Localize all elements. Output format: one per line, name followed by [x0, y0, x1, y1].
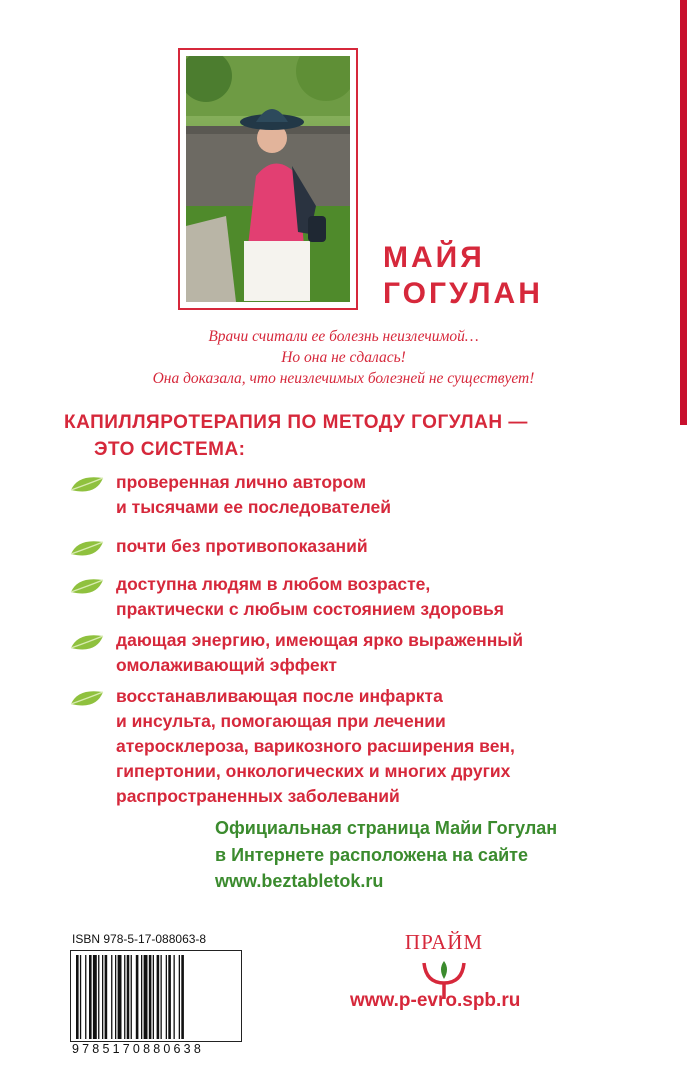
barcode-bar — [168, 955, 171, 1039]
bullet-text: проверенная лично автором и тысячами ее последователей — [116, 472, 391, 517]
isbn-label: ISBN 978-5-17-088063-8 — [72, 932, 207, 946]
barcode-bar — [111, 955, 112, 1039]
leaf-bullet-icon — [70, 474, 104, 496]
tagline-line: Она доказала, что неизлечимых болезней не существует! — [152, 370, 535, 387]
author-photo-frame — [178, 48, 358, 310]
author-photo — [186, 56, 350, 302]
barcode-bar — [157, 955, 160, 1039]
barcode-bar — [149, 955, 152, 1039]
official-site-note — [215, 815, 557, 895]
barcode-bar — [153, 955, 154, 1039]
barcode-bar — [161, 955, 162, 1039]
author-name — [383, 240, 623, 312]
publisher-url-link[interactable]: www.p-evro.spb.ru — [350, 990, 521, 1011]
bullet-text: почти без противопоказаний — [116, 536, 368, 556]
barcode-bar — [181, 955, 184, 1039]
system-title-line2: ЭТО СИСТЕМА: — [94, 439, 246, 460]
leaf-bullet-icon — [70, 688, 104, 710]
tagline — [0, 326, 687, 389]
barcode-bar — [179, 955, 180, 1039]
barcode-bar — [80, 955, 81, 1039]
publisher-name: ПРАЙМ — [404, 930, 484, 954]
barcode-bar — [174, 955, 175, 1039]
author-last-name: ГОГУЛАН — [383, 277, 543, 310]
tagline-line: Врачи считали ее болезнь неизлечимой… — [208, 328, 479, 345]
barcode-bar — [166, 955, 167, 1039]
barcode-bar — [136, 955, 139, 1039]
barcode-bar — [141, 955, 142, 1039]
leaf-bullet-icon — [70, 538, 104, 560]
barcode-bar — [118, 955, 122, 1039]
system-title — [64, 409, 528, 463]
barcode-bars — [76, 955, 238, 1039]
barcode-bar — [124, 955, 125, 1039]
bullet-text: восстанавливающая после инфаркта и инсульта, помогающая при лечении атеросклероза, варикозного расширения вен, гипертонии, онкологических и многих других распространенных заболеваний — [116, 686, 515, 806]
official-url-link[interactable]: www.beztabletok.ru — [215, 871, 384, 891]
bullet-text: доступна людям в любом возрасте, практически с любым состоянием здоровья — [116, 574, 505, 619]
barcode-digits: 9785170880638 — [72, 1042, 204, 1056]
tagline-line: Но она не сдалась! — [281, 349, 406, 366]
official-line1: Официальная страница Майи Гогулан — [215, 818, 558, 838]
barcode-bar — [105, 955, 108, 1039]
leaf-bullet-icon — [70, 576, 104, 598]
barcode-bar — [144, 955, 148, 1039]
barcode-bar — [89, 955, 92, 1039]
barcode-bar — [85, 955, 86, 1039]
barcode-bar — [102, 955, 103, 1039]
author-first-name: МАЙЯ — [383, 241, 485, 274]
barcode-bar — [76, 955, 79, 1039]
leaf-bullet-icon — [70, 632, 104, 654]
bullet-text: дающая энергию, имеющая ярко выраженный омолаживающий эффект — [116, 630, 523, 675]
barcode-bar — [93, 955, 97, 1039]
barcode-bar — [115, 955, 116, 1039]
barcode — [70, 950, 242, 1042]
system-title-line1: КАПИЛЛЯРОТЕРАПИЯ ПО МЕТОДУ ГОГУЛАН — — [64, 412, 528, 433]
official-line2: в Интернете расположена на сайте — [215, 844, 528, 865]
barcode-bar — [127, 955, 130, 1039]
barcode-bar — [131, 955, 132, 1039]
barcode-bar — [98, 955, 99, 1039]
